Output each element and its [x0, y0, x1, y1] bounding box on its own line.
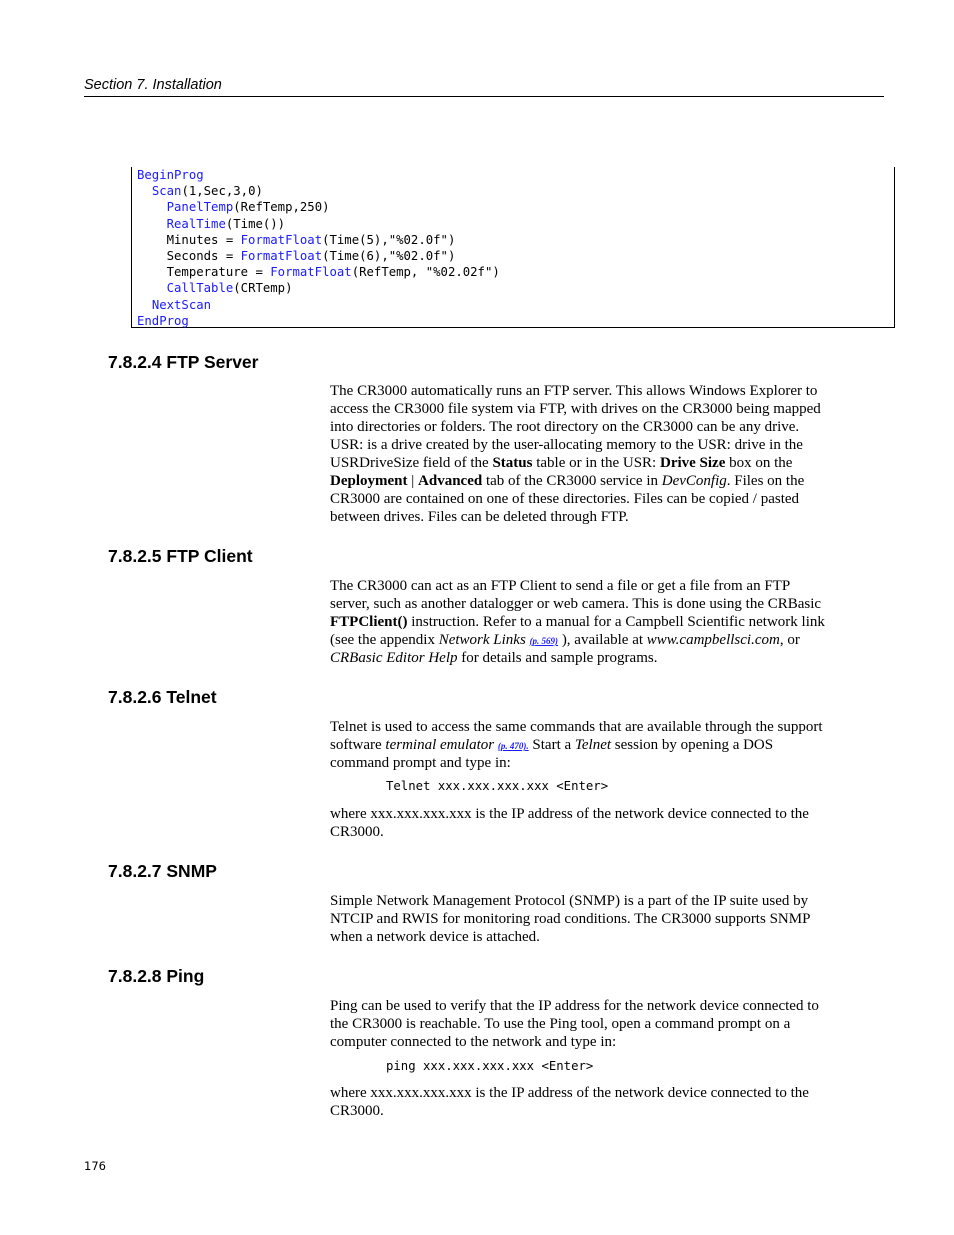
code-keyword: FormatFloat	[240, 248, 323, 263]
page-reference-link[interactable]: (p. 470).	[497, 741, 529, 751]
code-keyword: Scan	[151, 184, 182, 199]
paragraph-ftp-server: The CR3000 automatically runs an FTP server. This allows Windows Explorer to access the CR3000 file system via FTP, with drives on the CR3000 being mapped into directories or folders. The root directory on the CR3000 can be any drive. USR: is a drive created by the user-allocating memory to the USR: drive in the USRDriveSize field of the Status table or in the USR: Drive Size box on the Deployment | Advanced tab of the CR3000 service in DevConfig. Files on the CR3000 are contained on one of these directories. Files can be copied / pasted between drives. Files can be deleted through FTP.	[330, 383, 821, 525]
paragraph-telnet: Telnet is used to access the same commands that are available through the support software terminal emulator (p. 470). Start a Telnet session by opening a DOS command prompt and type in:	[330, 719, 823, 771]
code-line: PanelTemp(RefTemp,250)	[166, 200, 330, 215]
code-line	[137, 313, 894, 329]
running-header	[84, 77, 884, 97]
heading-ftp-client: 7.8.2.5 FTP Client	[108, 546, 253, 566]
ping-command: ping xxx.xxx.xxx.xxx <Enter>	[386, 1059, 594, 1073]
code-keyword: FormatFloat	[270, 265, 352, 280]
code-keyword: CallTable	[166, 281, 234, 296]
code-line: Minutes = FormatFloat(Time(5),"%02.0f")	[137, 232, 456, 247]
code-keyword: NextScan	[151, 297, 212, 312]
code-listing	[131, 167, 895, 328]
section-title: Section 7. Installation	[84, 77, 222, 93]
code-line	[137, 297, 894, 313]
code-keyword: BeginProg	[137, 168, 204, 182]
code-line: CallTable(CRTemp)	[166, 281, 293, 296]
heading-ftp-server: 7.8.2.4 FTP Server	[108, 352, 259, 372]
page-number: 176	[84, 1159, 106, 1173]
paragraph-snmp: Simple Network Management Protocol (SNMP) is a part of the IP suite used by NTCIP and RWIS for monitoring road conditions. The CR3000 supports SNMP when a network device is attached.	[330, 893, 811, 945]
paragraph-ping-where: where xxx.xxx.xxx.xxx is the IP address of the network device connected to the CR3000.	[330, 1085, 809, 1119]
paragraph-telnet-where: where xxx.xxx.xxx.xxx is the IP address of the network device connected to the CR3000.	[330, 806, 809, 840]
heading-ping: 7.8.2.8 Ping	[108, 966, 205, 986]
code-line: Seconds = FormatFloat(Time(6),"%02.0f")	[137, 248, 456, 263]
page-reference-link[interactable]: (p. 569)	[529, 636, 559, 646]
paragraph-ftp-client: The CR3000 can act as an FTP Client to send a file or get a file from an FTP server, such as another datalogger or web camera. This is done using the CRBasic FTPClient() instruction. Refer to a manual for a Campbell Scientific network link (see the appendix Network Links (p. 569) ), available at www.campbellsci.com, or CRBasic Editor Help for details and sample programs.	[330, 578, 825, 666]
code-keyword: FormatFloat	[240, 232, 323, 247]
code-keyword: EndProg	[137, 313, 189, 328]
code-line	[137, 167, 894, 183]
code-keyword: RealTime	[166, 216, 226, 231]
paragraph-ping: Ping can be used to verify that the IP address for the network device connected to the CR3000 is reachable. To use the Ping tool, open a command prompt on a computer connected to the network and type in:	[330, 998, 819, 1050]
code-line: Temperature = FormatFloat(RefTemp, "%02.02f")	[137, 265, 500, 280]
heading-snmp: 7.8.2.7 SNMP	[108, 861, 217, 881]
telnet-command: Telnet xxx.xxx.xxx.xxx <Enter>	[386, 779, 609, 793]
heading-telnet: 7.8.2.6 Telnet	[108, 687, 217, 707]
code-line: RealTime(Time())	[166, 216, 286, 231]
code-keyword: PanelTemp	[166, 200, 234, 215]
code-line: Scan(1,Sec,3,0)	[151, 184, 263, 199]
